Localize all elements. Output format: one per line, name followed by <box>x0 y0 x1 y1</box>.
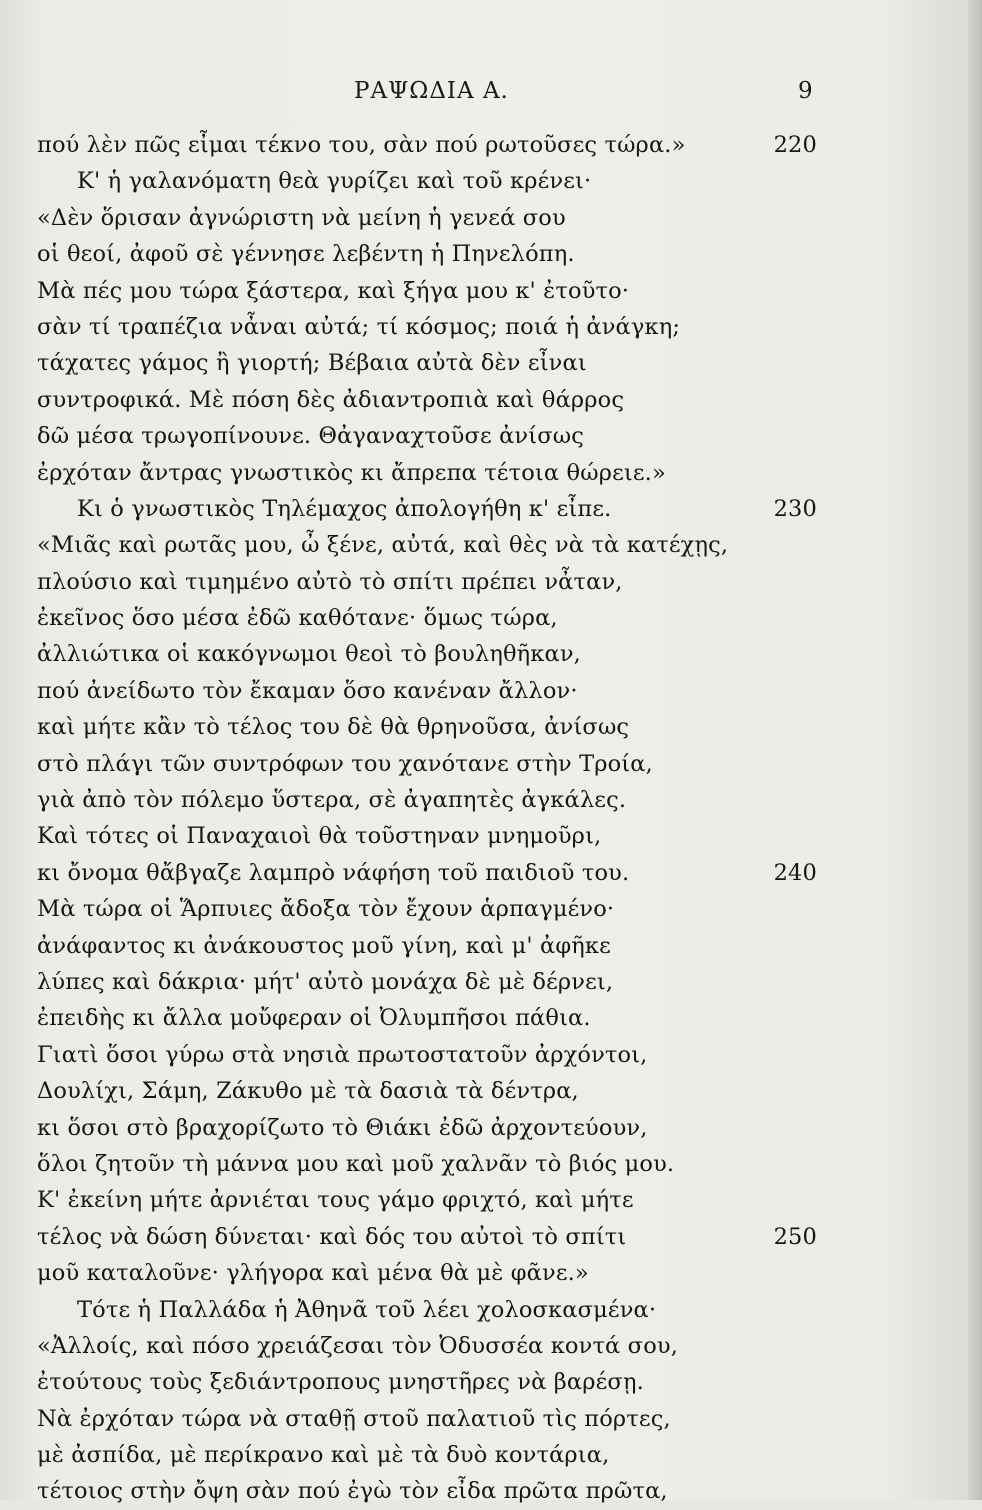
verse-text: Κ' ἡ γαλανόματη θεὰ γυρίζει καὶ τοῦ κρένει· <box>77 168 592 195</box>
verse-line <box>37 1437 817 1473</box>
verse-text: λύπες καὶ δάκρια· μήτ' αὐτὸ μονάχα δὲ μὲ δέρνει, <box>37 968 614 995</box>
verse-text: Μὰ πές μου τώρα ξάστερα, καὶ ξήγα μου κ' ἐτοῦτο· <box>37 277 630 304</box>
line-number: 250 <box>773 1223 817 1250</box>
verse-text: τέτοιος στὴν ὄψη σὰν πού ἐγὼ τὸν εἶδα πρῶτα πρῶτα, <box>37 1478 668 1505</box>
page-number: 9 <box>798 78 813 104</box>
verse-text: Μὰ τώρα οἱ Ἅρπυιες ἄδοξα τὸν ἔχουν ἁρπαγμένο· <box>37 896 615 923</box>
verse-line <box>37 1000 817 1036</box>
verse-line <box>37 455 817 491</box>
verse-line <box>37 418 817 454</box>
verse-text: ἀνάφαντος κι ἀνάκουστος μοῦ γίνη, καὶ μ' ἀφῆκε <box>37 932 611 959</box>
verse-text: σὰν τί τραπέζια νἆναι αὐτά; τί κόσμος; ποιά ἡ ἀνάγκη; <box>37 313 681 340</box>
verse-line <box>37 782 817 818</box>
verse-line <box>37 273 817 309</box>
verse-line <box>37 1182 817 1218</box>
verse-line <box>37 818 817 854</box>
verse-line <box>37 636 817 672</box>
verse-text: κι ὄνομα θἄβγαζε λαμπρὸ νάφήση τοῦ παιδιοῦ του. <box>37 859 630 886</box>
verse-line <box>37 564 817 600</box>
verse-text: γιὰ ἀπὸ τὸν πόλεμο ὕστερα, σὲ ἀγαπητὲς ἀγκάλες. <box>37 787 627 814</box>
verse-text: μὲ ἀσπίδα, μὲ περίκρανο καὶ μὲ τὰ δυὸ κοντάρια, <box>37 1442 610 1469</box>
verse-line <box>37 1146 817 1182</box>
verse-text: κι ὅσοι στὸ βραχορίζωτο τὸ Θιάκι ἐδῶ ἀρχοντεύουν, <box>37 1114 648 1141</box>
verse-line <box>37 491 817 527</box>
verse-line <box>37 1255 817 1291</box>
page-header <box>0 78 982 114</box>
verse-text: Κι ὁ γνωστικὸς Τηλέμαχος ἀπολογήθη κ' εἶπε. <box>77 495 612 522</box>
verse-line <box>37 345 817 381</box>
poem-text <box>37 127 817 1510</box>
verse-text: Γιατὶ ὅσοι γύρω στὰ νησιὰ πρωτοστατοῦν ἀρχόντοι, <box>37 1041 648 1068</box>
verse-text: «Μιᾶς καὶ ρωτᾶς μου, ὦ ξένε, αὐτά, καὶ θὲς νὰ τὰ κατέχῃς, <box>37 532 729 559</box>
verse-line <box>37 1219 817 1255</box>
verse-line <box>37 1328 817 1364</box>
verse-text: Κ' ἐκείνη μήτε ἀρνιέται τους γάμο φριχτό, καὶ μήτε <box>37 1187 634 1214</box>
verse-text: τάχατες γάμος ἢ γιορτή; Βέβαια αὐτὰ δὲν εἶναι <box>37 350 587 377</box>
verse-line <box>37 1473 817 1509</box>
verse-line <box>37 964 817 1000</box>
verse-text: «Ἀλλοίς, καὶ πόσο χρειάζεσαι τὸν Ὀδυσσέα κοντά σου, <box>37 1332 679 1359</box>
verse-text: τέλος νὰ δώση δύνεται· καὶ δός του αὐτοὶ τὸ σπίτι <box>37 1223 627 1250</box>
verse-text: μοῦ καταλοῦνε· γλήγορα καὶ μένα θὰ μὲ φᾶνε.» <box>37 1260 589 1287</box>
verse-text: ἐπειδὴς κι ἄλλα μοὔφεραν οἱ Ὀλυμπῆσοι πάθια. <box>37 1005 591 1032</box>
verse-text: Καὶ τότες οἱ Παναχαιοὶ θὰ τοῦστηναν μνημοῦρι, <box>37 823 602 850</box>
verse-text: ἐτούτους τοὺς ξεδιάντροπους μνηστῆρες νὰ βαρέσῃ. <box>37 1369 644 1396</box>
verse-line <box>37 891 817 927</box>
verse-line <box>37 673 817 709</box>
verse-line <box>37 1292 817 1328</box>
verse-line <box>37 200 817 236</box>
verse-line <box>37 709 817 745</box>
line-number: 240 <box>773 859 817 886</box>
verse-text: πού λὲν πῶς εἶμαι τέκνο του, σὰν πού ρωτοῦσες τώρα.» <box>37 132 686 158</box>
verse-text: Νὰ ἐρχόταν τώρα νὰ σταθῇ στοῦ παλατιοῦ τὶς πόρτες, <box>37 1405 671 1432</box>
verse-line <box>37 382 817 418</box>
verse-text: «Δὲν ὅρισαν ἀγνώριστη νὰ μείνη ἡ γενεά σου <box>37 204 566 231</box>
verse-line <box>37 1364 817 1400</box>
verse-line <box>37 1073 817 1109</box>
page-gutter-shadow <box>968 0 982 1500</box>
verse-text: συντροφικά. Μὲ πόση δὲς ἀδιαντροπιὰ καὶ θάρρος <box>37 386 625 413</box>
verse-text: ἀλλιώτικα οἱ κακόγνωμοι θεοὶ τὸ βουληθῆκαν, <box>37 641 581 668</box>
verse-line <box>37 236 817 272</box>
verse-line <box>37 600 817 636</box>
verse-text: ἐκεῖνος ὅσο μέσα ἐδῶ καθότανε· ὅμως τώρα, <box>37 605 558 632</box>
verse-text: καὶ μήτε κἂν τὸ τέλος του δὲ θὰ θρηνοῦσα, ἀνίσως <box>37 714 630 741</box>
verse-text: στὸ πλάγι τῶν συντρόφων του χανότανε στὴν Τροία, <box>37 750 653 777</box>
verse-text: πού ἀνείδωτο τὸν ἔκαμαν ὅσο κανέναν ἄλλον· <box>37 677 578 704</box>
verse-line <box>37 746 817 782</box>
verse-line <box>37 309 817 345</box>
verse-text: οἱ θεοί, ἀφοῦ σὲ γέννησε λεβέντη ἡ Πηνελόπη. <box>37 241 575 268</box>
line-number: 220 <box>773 132 817 158</box>
verse-line <box>37 127 817 163</box>
verse-line <box>37 928 817 964</box>
verse-text: ὅλοι ζητοῦν τὴ μάννα μου καὶ μοῦ χαλνᾶν τὸ βιός μου. <box>37 1150 675 1177</box>
verse-text: πλούσιο καὶ τιμημένο αὐτὸ τὸ σπίτι πρέπει νἆταν, <box>37 568 623 595</box>
verse-text: Τότε ἡ Παλλάδα ἡ Ἀθηνᾶ τοῦ λέει χολοσκασμένα· <box>77 1296 657 1323</box>
verse-line <box>37 1037 817 1073</box>
line-number: 230 <box>773 495 817 522</box>
verse-text: ἐρχόταν ἄντρας γνωστικὸς κι ἄπρεπα τέτοια θώρειε.» <box>37 459 666 486</box>
verse-line <box>37 1401 817 1437</box>
running-title: ΡΑΨΩΔΙΑ Α. <box>354 78 509 104</box>
verse-line <box>37 855 817 891</box>
verse-text: δῶ μέσα τρωγοπίνουνε. Θἀγαναχτοῦσε ἀνίσως <box>37 423 584 450</box>
verse-text: Δουλίχι, Σάμη, Ζάκυθο μὲ τὰ δασιὰ τὰ δέντρα, <box>37 1078 579 1105</box>
verse-line <box>37 527 817 563</box>
verse-line <box>37 163 817 199</box>
verse-line <box>37 1110 817 1146</box>
